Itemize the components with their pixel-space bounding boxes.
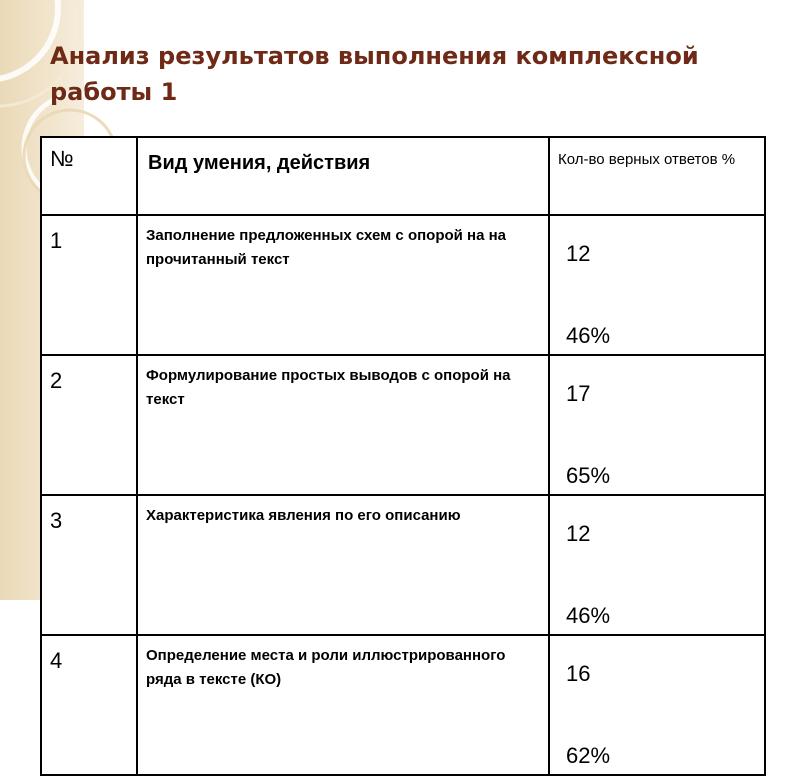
row-result [549, 355, 765, 495]
header-number: № [41, 137, 137, 215]
row-result [549, 215, 765, 355]
header-result: Кол-во верных ответов % [549, 137, 765, 215]
row-skill: Определение места и роли иллюстрированного ряда в тексте (КО) [137, 635, 549, 775]
row-percent: 62% [566, 743, 611, 768]
row-count: 16 [566, 661, 591, 686]
row-skill: Заполнение предложенных схем с опорой на на прочитанный текст [137, 215, 549, 355]
row-count: 12 [566, 241, 591, 266]
row-skill: Формулирование простых выводов с опорой на текст [137, 355, 549, 495]
row-result [549, 495, 765, 635]
table-row [41, 215, 765, 355]
row-result [549, 635, 765, 775]
table-header-row [41, 137, 765, 215]
row-count: 12 [566, 521, 591, 546]
row-skill: Характеристика явления по его описанию [137, 495, 549, 635]
row-number: 4 [41, 635, 137, 775]
row-percent: 46% [566, 323, 611, 348]
row-number: 2 [41, 355, 137, 495]
row-count: 17 [566, 381, 591, 406]
results-table [40, 136, 766, 776]
row-percent: 46% [566, 603, 611, 628]
page-title: Анализ результатов выполнения комплексной работы 1 [50, 42, 699, 106]
table-row [41, 355, 765, 495]
row-number: 3 [41, 495, 137, 635]
row-percent: 65% [566, 463, 611, 488]
table-row [41, 635, 765, 775]
header-skill: Вид умения, действия [137, 137, 549, 215]
row-number: 1 [41, 215, 137, 355]
table-row [41, 495, 765, 635]
